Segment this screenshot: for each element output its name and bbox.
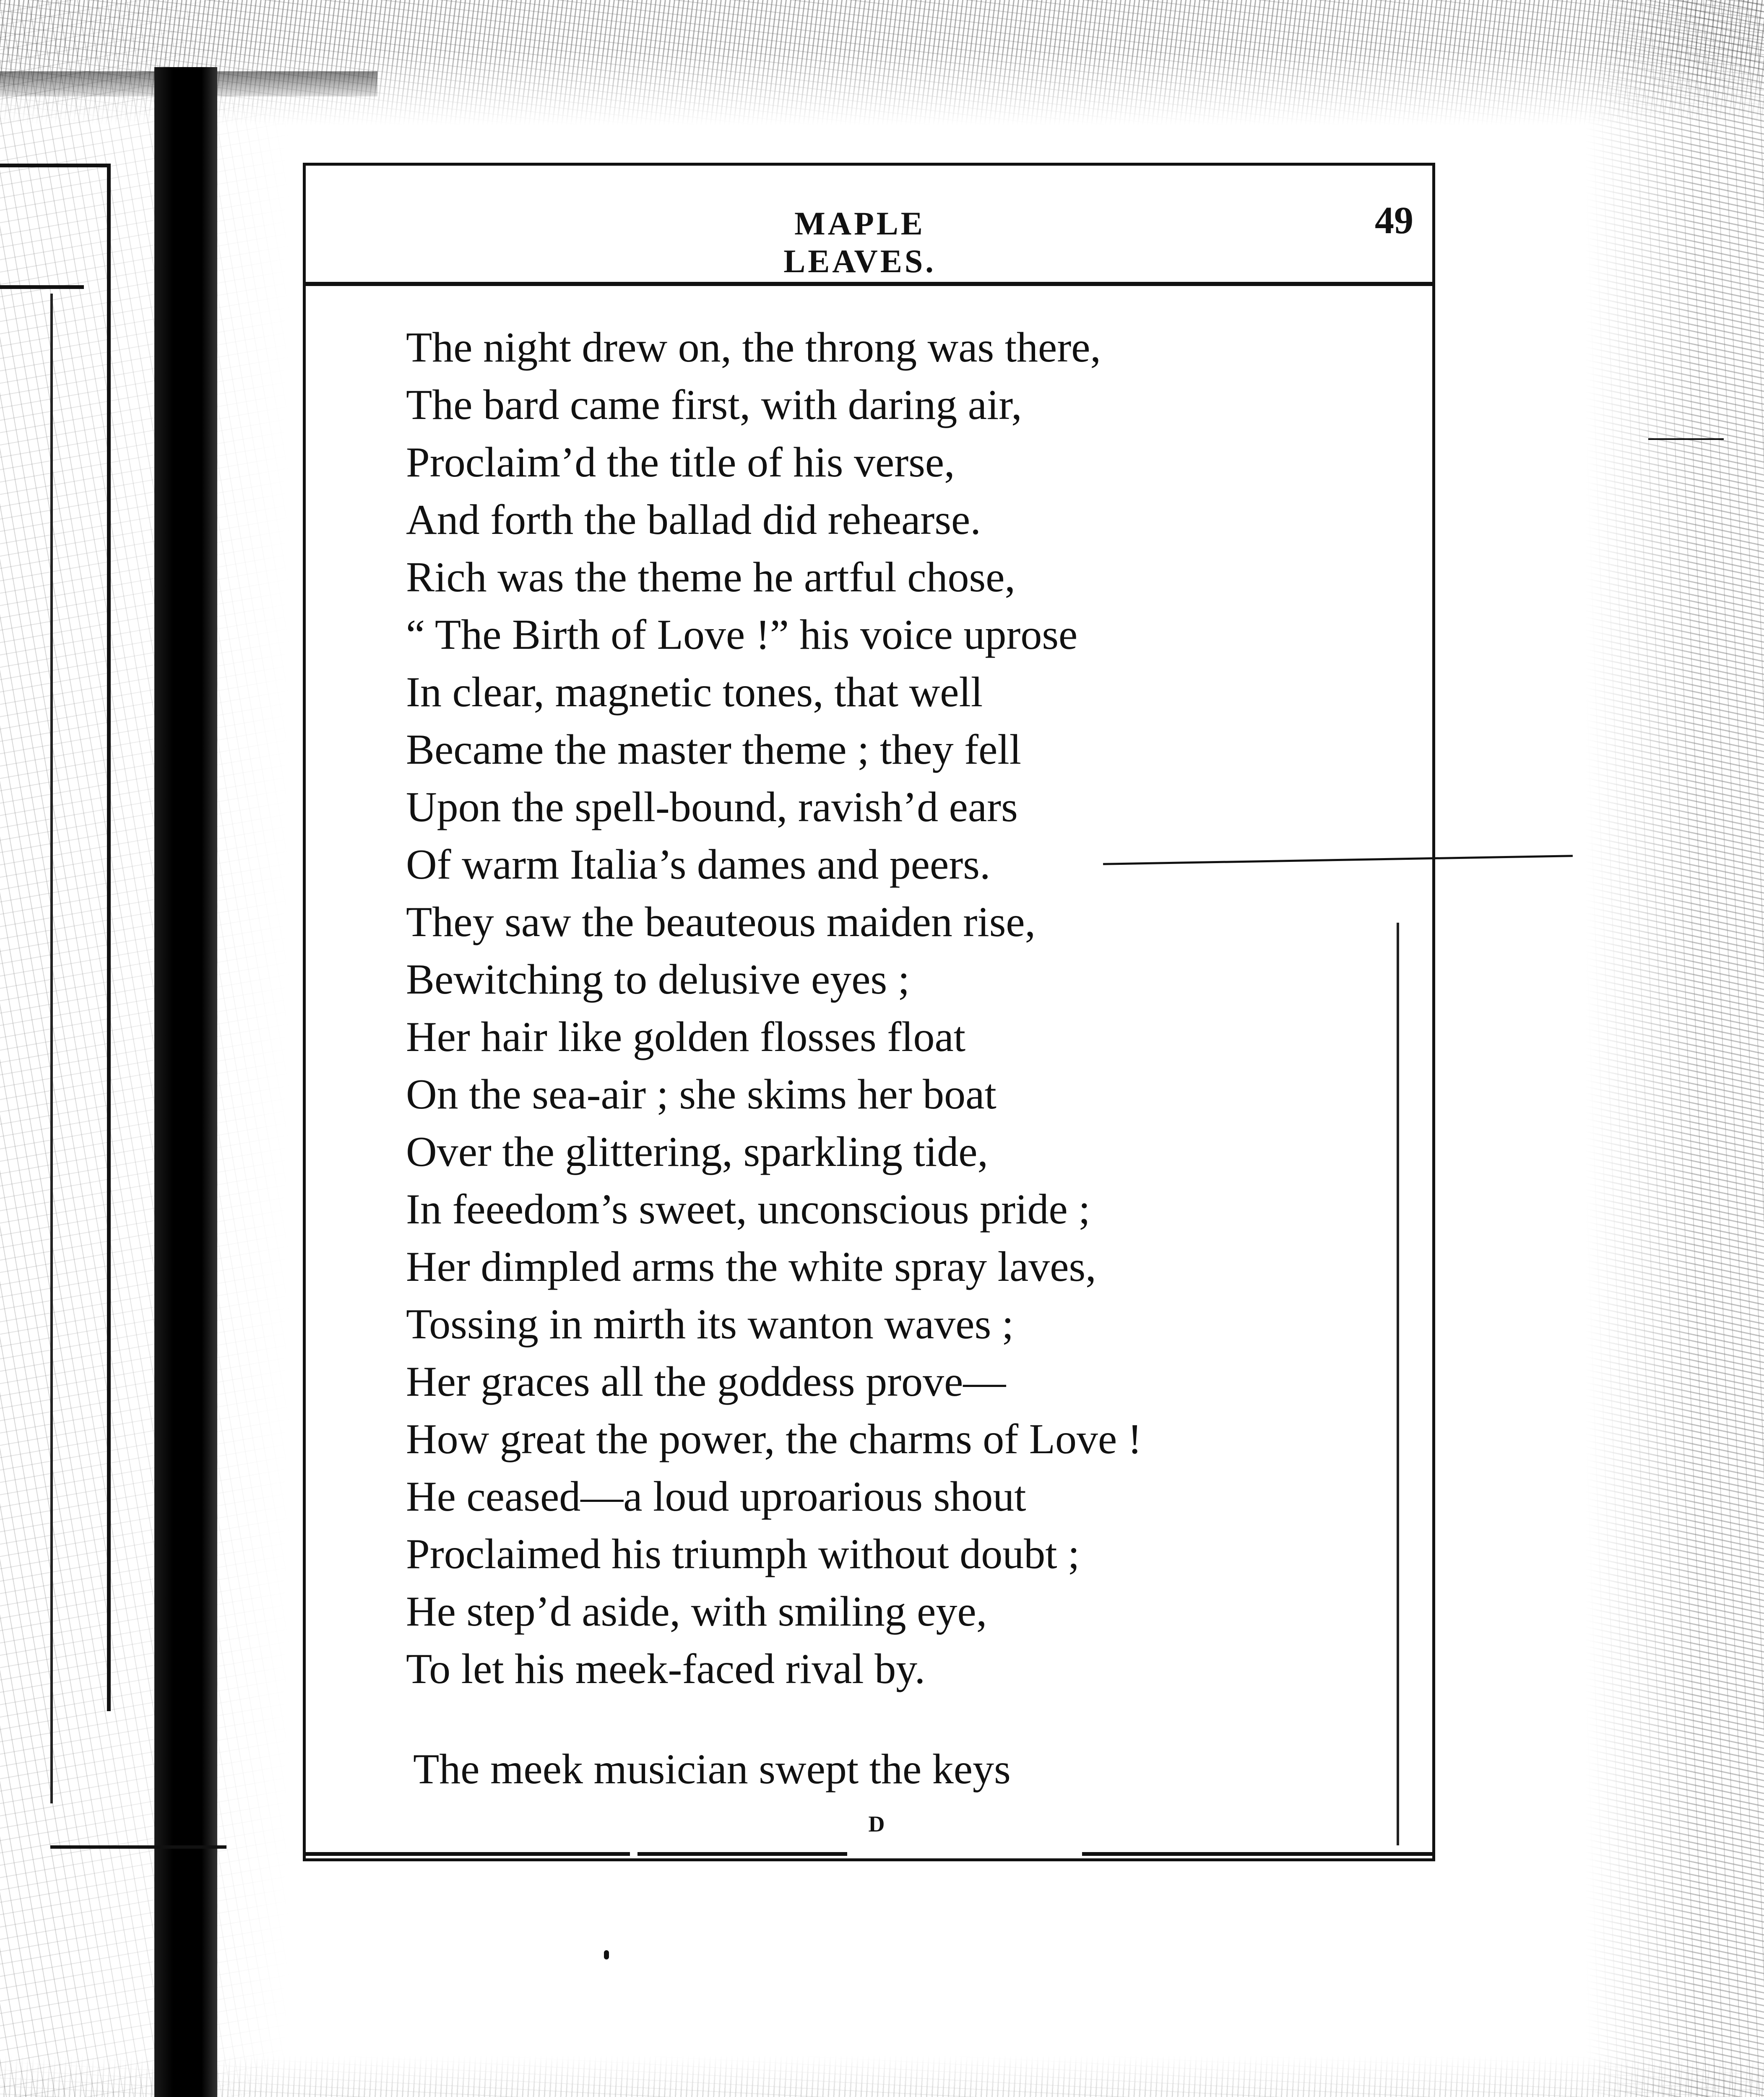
poem-line: He ceased—a loud uproarious shout [406, 1473, 1026, 1520]
scan-noise-right [1585, 0, 1764, 2097]
stray-mark [1648, 438, 1724, 440]
facing-page-frame-top [0, 164, 109, 167]
poem-line: And forth the ballad did rehearse. [406, 496, 981, 544]
poem-stanza-1 [406, 319, 1413, 1698]
facing-page-frame-right [107, 164, 111, 1711]
poem-stanza-2 [413, 1741, 1420, 1798]
scan-noise-left [0, 0, 294, 2097]
signature-mark: D [868, 1811, 885, 1837]
poem-line: He step’d aside, with smiling eye, [406, 1588, 987, 1635]
poem-line: How great the power, the charms of Love ! [406, 1415, 1142, 1463]
poem-line: The night drew on, the throng was there, [406, 324, 1101, 371]
facing-page-frame-inner [50, 294, 53, 1803]
poem-line: Of warm Italia’s dames and peers. [406, 841, 991, 888]
poem-line: Over the glittering, sparkling tide, [406, 1128, 989, 1176]
poem-line: Upon the spell-bound, ravish’d ears [406, 783, 1018, 831]
poem-line: They saw the beauteous maiden rise, [406, 898, 1036, 946]
poem-line: Tossing in mirth its wanton waves ; [406, 1301, 1014, 1348]
poem-line: Her dimpled arms the white spray laves, [406, 1243, 1096, 1290]
poem-line: On the sea-air ; she skims her boat [406, 1071, 996, 1118]
poem-line: In feeedom’s sweet, unconscious pride ; [406, 1186, 1090, 1233]
poem-line: Became the master theme ; they fell [406, 726, 1022, 773]
footer-rule-right [1082, 1852, 1435, 1856]
poem-line: The bard came first, with daring air, [406, 381, 1022, 429]
page-number: 49 [1375, 199, 1413, 242]
poem-line: Bewitching to delusive eyes ; [406, 956, 910, 1003]
facing-page-frame-bottom [50, 1845, 226, 1849]
footer-rule-middle [637, 1852, 847, 1856]
facing-page-header-rule [0, 285, 84, 289]
poem-line: The meek musician swept the keys [413, 1746, 1011, 1793]
poem-line: Proclaimed his triumph without doubt ; [406, 1530, 1080, 1578]
header-rule [303, 282, 1435, 286]
poem-line: Rich was the theme he artful chose, [406, 554, 1016, 601]
footer-rule-left [303, 1852, 630, 1856]
poem-line: To let his meek-faced rival by. [406, 1645, 926, 1693]
poem-line: Proclaim’d the title of his verse, [406, 439, 955, 486]
binding-gutter-shadow [154, 67, 217, 2097]
poem-line: Her graces all the goddess prove— [406, 1358, 1006, 1405]
poem-line: Her hair like golden flosses float [406, 1013, 966, 1061]
stray-dot [604, 1950, 609, 1959]
frame-edge-shadow [1397, 923, 1399, 1845]
poem-line: In clear, magnetic tones, that well [406, 669, 983, 716]
poem-line: “ The Birth of Love !” his voice uprose [406, 611, 1078, 658]
running-head: MAPLE LEAVES. [783, 205, 936, 279]
